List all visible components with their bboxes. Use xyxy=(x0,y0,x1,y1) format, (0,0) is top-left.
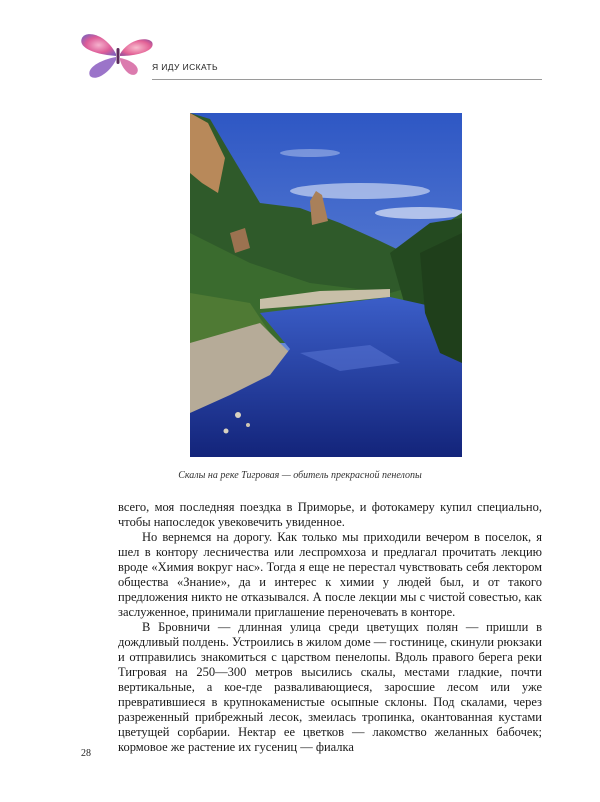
paragraph-3: В Бровничи — длинная улица среди цветущих полян — пришли в дождливый полдень. Устроились в жилом доме — гостинице, скинули рюкзаки и отправились знакомиться с царством пенелопы. Вдоль правого берега реки Тигровая на 250—300 метров высились скалы, местами гладкие, почти вертикальные, а кое-где разваливающиеся, заросшие лесом или уже превратившиеся в крупнокаменистые осыпные склоны. Под скалами, через разреженный прибрежный лесок, змеилась тропинка, окантованная кустами цветущей сорбарии. Нектар ее цветков — лакомство желанных бабочек; кормовое же растение их гусениц — фиалка xyxy=(118,620,542,754)
page-number: 28 xyxy=(81,748,91,759)
figure-caption: Скалы на реке Тигровая — обитель прекрасной пенелопы xyxy=(178,470,422,481)
running-header: Я ИДУ ИСКАТЬ xyxy=(152,62,218,72)
butterfly-icon xyxy=(76,30,158,80)
paragraph-1: всего, моя последняя поездка в Приморье, и фотокамеру купил специально, чтобы напоследок увековечить увиденное. xyxy=(118,500,542,529)
body-text xyxy=(118,500,542,755)
river-landscape-photo xyxy=(190,113,462,457)
header-rule xyxy=(152,79,542,80)
paragraph-2: Но вернемся на дорогу. Как только мы приходили вечером в поселок, я шел в контору лесничества или леспромхоза и предлагал прочитать лекцию вроде «Химия вокруг нас». Тогда я еще не перестал чувствовать себя лектором общества «Знание», да и интерес к химии у людей был, и от такого предложения никто не отказывался. А после лекции мы с чистой совестью, как заслуженное, принимали приглашение переночевать в конторе. xyxy=(118,530,542,619)
